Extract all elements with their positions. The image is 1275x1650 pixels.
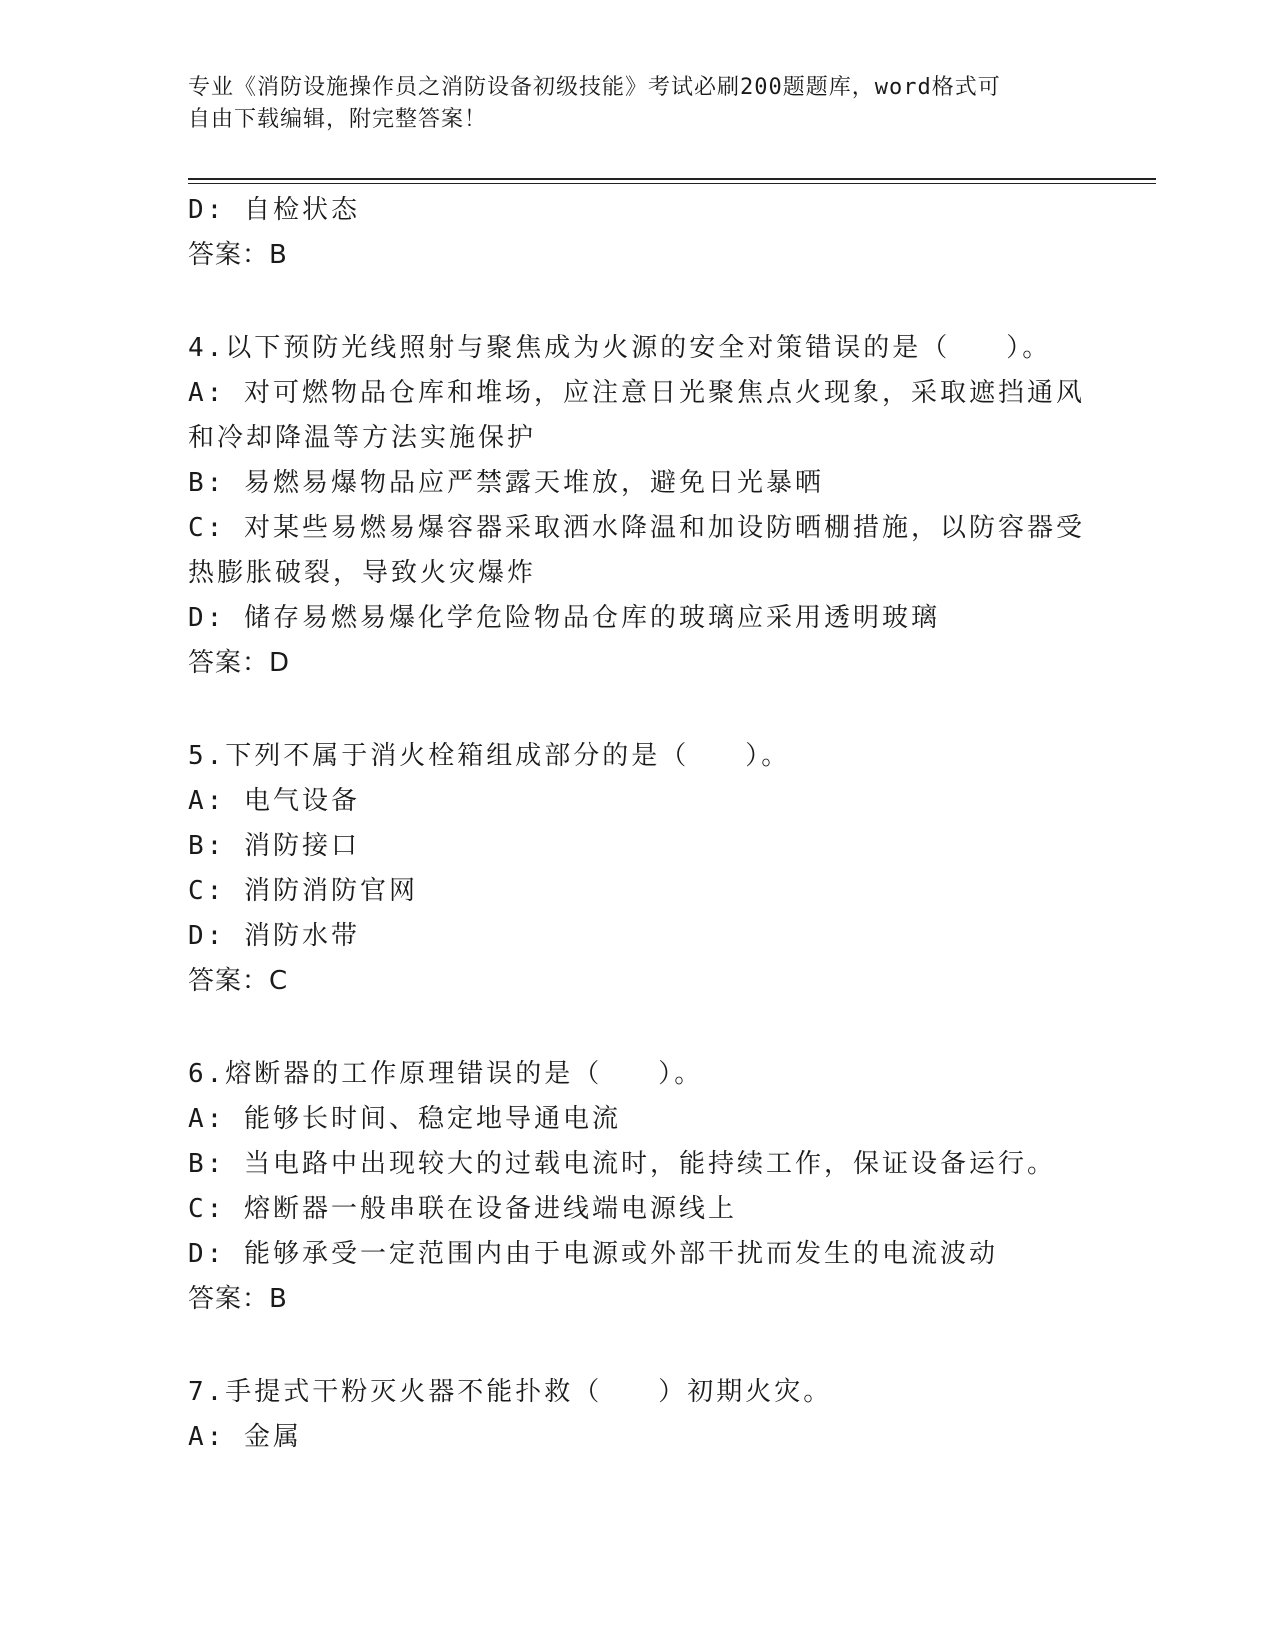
header-title-line-1: 专业《消防设施操作员之消防设备初级技能》考试必刷200题题库，word格式可 [188,75,1001,100]
question-block-6 [188,1052,1088,1322]
answer-line: 答案：B [188,240,288,270]
option-line: B: 消防接口 [188,831,360,861]
option-line: D: 消防水带 [188,921,360,951]
question-block-5 [188,734,1088,1004]
option-line: C: 对某些易燃易爆容器采取洒水降温和加设防晒棚措施，以防容器受 [188,513,1085,543]
option-line: D: 储存易燃易爆化学危险物品仓库的玻璃应采用透明玻璃 [188,603,940,633]
option-line: C: 熔断器一般串联在设备进线端电源线上 [188,1194,737,1224]
answer-line: 答案：B [188,1284,288,1314]
option-line: C: 消防消防官网 [188,876,418,906]
option-line: 热膨胀破裂，导致火灾爆炸 [188,558,537,588]
header-divider-thin [188,183,1156,184]
option-line: B: 易燃易爆物品应严禁露天堆放，避免日光暴晒 [188,468,824,498]
header-title-line-2: 自由下载编辑，附完整答案！ [188,107,488,132]
option-line: D: 能够承受一定范围内由于电源或外部干扰而发生的电流波动 [188,1239,998,1269]
option-line: A: 能够长时间、稳定地导通电流 [188,1104,621,1134]
option-line: B: 当电路中出现较大的过载电流时，能持续工作，保证设备运行。 [188,1149,1056,1179]
question-stem: 7.手提式干粉灭火器不能扑救（ ）初期火灾。 [188,1377,833,1407]
option-line: A: 金属 [188,1422,302,1452]
document-header [188,72,1088,136]
question-stem: 5.下列不属于消火栓箱组成部分的是（ ）。 [188,741,791,771]
option-line: D: 自检状态 [188,195,360,225]
question-block-4 [188,326,1088,686]
option-line: A: 对可燃物品仓库和堆场，应注意日光聚焦点火现象，采取遮挡通风 [188,378,1085,408]
answer-line: 答案：D [188,648,291,678]
option-line: A: 电气设备 [188,786,360,816]
question-stem: 6.熔断器的工作原理错误的是（ ）。 [188,1059,704,1089]
header-divider-thick [188,178,1156,180]
question-stem: 4.以下预防光线照射与聚焦成为火源的安全对策错误的是（ ）。 [188,333,1052,363]
answer-line: 答案：C [188,966,289,996]
option-line: 和冷却降温等方法实施保护 [188,423,537,453]
question-content [188,188,1088,1460]
question-block-7 [188,1370,1088,1460]
carryover-block [188,188,1088,278]
